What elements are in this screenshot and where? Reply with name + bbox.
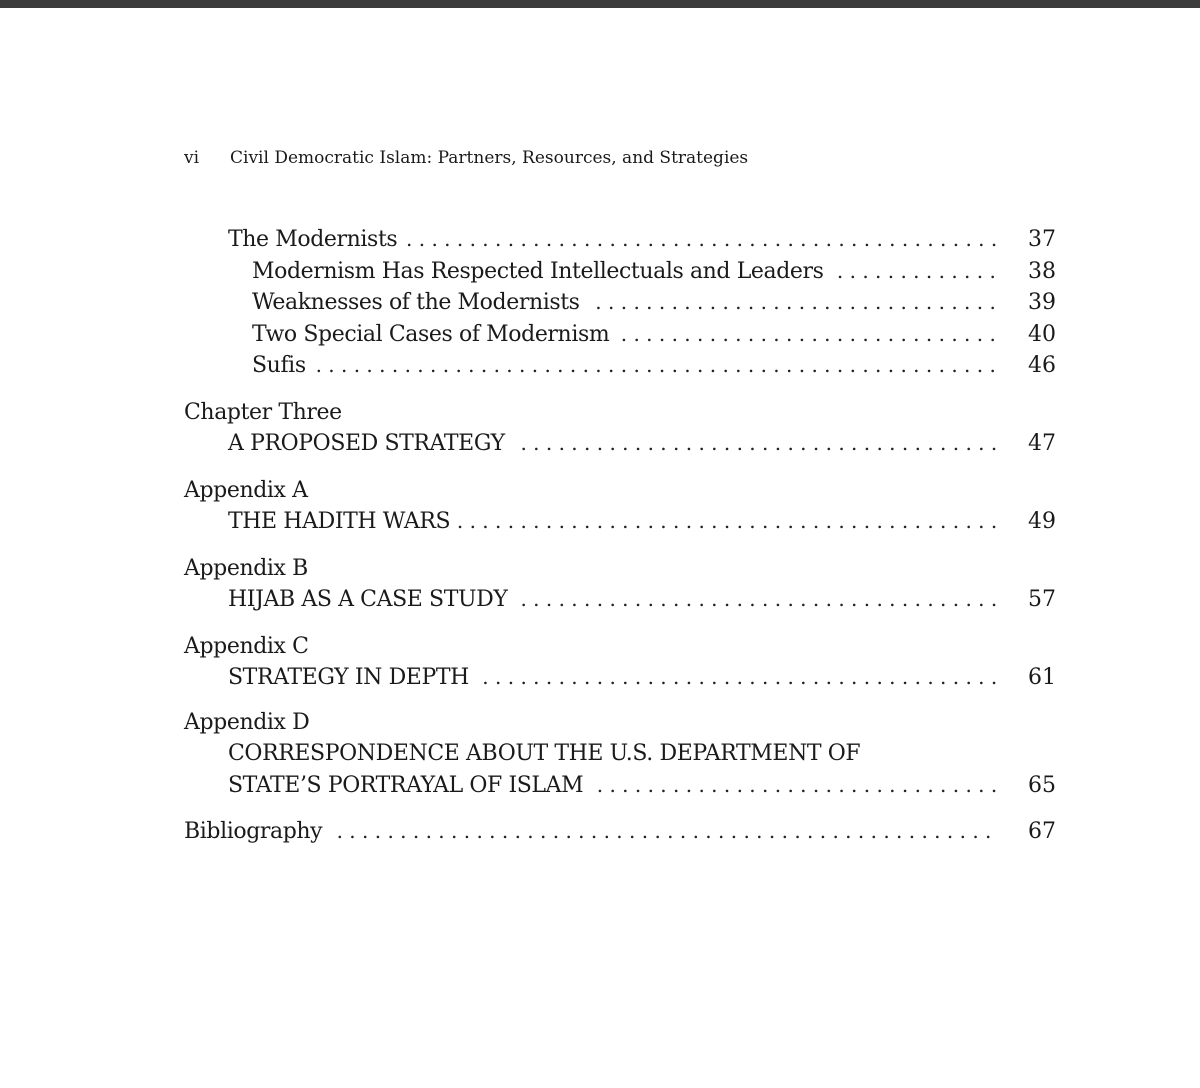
- toc-entry-chapter-three[interactable]: [228, 431, 996, 461]
- viewer-top-bar: [0, 0, 1200, 8]
- dot-leader: [252, 353, 996, 377]
- toc-page-number: 37: [1028, 227, 1056, 252]
- toc-page-number: 39: [1028, 290, 1056, 315]
- toc-page-number: 47: [1028, 431, 1056, 456]
- toc-page-number: 65: [1028, 773, 1056, 798]
- toc-entry-label: Two Special Cases of Modernism: [252, 322, 617, 347]
- toc-entry-label: Weaknesses of the Modernists: [252, 290, 588, 315]
- toc-entry-label-line1[interactable]: CORRESPONDENCE ABOUT THE U.S. DEPARTMENT OF: [228, 741, 861, 766]
- toc-heading-appendix-d: Appendix D: [184, 710, 310, 735]
- toc-entry-modernism-respected[interactable]: [252, 259, 996, 289]
- toc-entry-label: Modernism Has Respected Intellectuals and Leaders: [252, 259, 832, 284]
- toc-entry-appendix-c[interactable]: [228, 665, 996, 695]
- toc-entry-label: STRATEGY IN DEPTH: [228, 665, 477, 690]
- toc-entry-label: THE HADITH WARS: [228, 509, 458, 534]
- toc-page-number: 49: [1028, 509, 1056, 534]
- toc-page-number: 67: [1028, 819, 1056, 844]
- running-head-title: Civil Democratic Islam: Partners, Resources, and Strategies: [230, 148, 749, 168]
- toc-entry-appendix-a[interactable]: [228, 509, 996, 539]
- toc-page-number: 40: [1028, 322, 1056, 347]
- page-folio: vi: [184, 148, 200, 168]
- toc-heading-appendix-c: Appendix C: [184, 634, 309, 659]
- toc-entry-label: Bibliography: [184, 819, 330, 844]
- toc-heading-appendix-b: Appendix B: [184, 556, 308, 581]
- toc-entry-appendix-d[interactable]: [228, 773, 996, 803]
- toc-page-number: 38: [1028, 259, 1056, 284]
- toc-entry-label: STATE’S PORTRAYAL OF ISLAM: [228, 773, 591, 798]
- toc-entry-label: The Modernists: [228, 227, 405, 252]
- toc-entry-label: A PROPOSED STRATEGY: [228, 431, 513, 456]
- toc-entry-modernists[interactable]: [228, 227, 996, 257]
- toc-entry-bibliography[interactable]: [184, 819, 996, 849]
- document-page: [0, 8, 1200, 1088]
- toc-heading-appendix-a: Appendix A: [184, 478, 308, 503]
- running-head: [184, 148, 748, 168]
- toc-entry-label: Sufis: [252, 353, 314, 378]
- toc-entry-weaknesses[interactable]: [252, 290, 996, 320]
- toc-entry-label: HIJAB AS A CASE STUDY: [228, 587, 515, 612]
- toc-entry-sufis[interactable]: [252, 353, 996, 383]
- toc-heading-chapter-three: Chapter Three: [184, 400, 342, 425]
- toc-entry-special-cases[interactable]: [252, 322, 996, 352]
- toc-entry-appendix-b[interactable]: [228, 587, 996, 617]
- toc-page-number: 61: [1028, 665, 1056, 690]
- toc-page-number: 57: [1028, 587, 1056, 612]
- toc-page-number: 46: [1028, 353, 1056, 378]
